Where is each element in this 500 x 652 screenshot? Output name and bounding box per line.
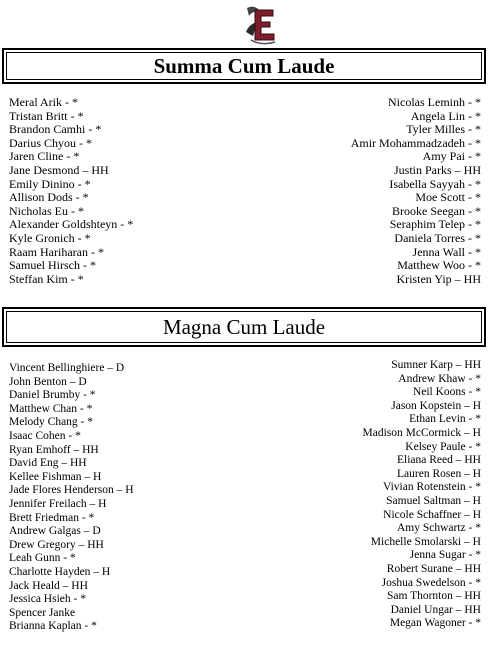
magna-cum-laude-heading: Magna Cum Laude	[162, 314, 326, 339]
honoree-name: Melody Chang - *	[9, 416, 94, 429]
honoree-name: Jennifer Freilach – H	[9, 497, 107, 510]
honoree-name: Meral Arik - *	[9, 95, 78, 109]
honoree-name: Tristan Britt - *	[9, 108, 84, 123]
honoree-name: Jane Desmond – HH	[9, 162, 109, 177]
honoree-name: Vincent Bellinghiere – D	[9, 362, 125, 374]
honoree-name: Brianna Kaplan - *	[9, 620, 97, 633]
honoree-name: Megan Wagoner - *	[389, 617, 481, 630]
honoree-name: Matthew Woo - *	[397, 258, 481, 273]
honoree-name: Samuel Hirsch - *	[9, 258, 96, 273]
honoree-name: Eliana Reed – HH	[397, 454, 481, 467]
honoree-name: Brooke Seegan - *	[392, 203, 481, 218]
honoree-name: Raam Hariharan - *	[9, 244, 104, 259]
magna-cum-laude-banner	[2, 307, 486, 347]
honoree-name: Isabella Sayyah - *	[389, 176, 481, 191]
honoree-name: Daniela Torres - *	[394, 230, 481, 245]
honoree-name: Michelle Smolarski – H	[370, 535, 481, 548]
honoree-name: Matthew Chan - *	[9, 402, 93, 415]
honoree-name: Nicole Schaffner – H	[383, 508, 481, 521]
honoree-name: Amy Pai - *	[422, 149, 481, 164]
honoree-name: Tyler Milles - *	[406, 122, 481, 137]
honoree-name: Leah Gunn - *	[9, 552, 76, 565]
honoree-name: Ethan Levin - *	[409, 413, 481, 426]
honoree-name: Charlotte Hayden – H	[9, 565, 111, 578]
honoree-name: Andrew Galgas – D	[9, 525, 101, 538]
honoree-name: Robert Surane – HH	[386, 562, 481, 575]
honoree-name: Jaren Cline - *	[9, 149, 80, 164]
honoree-name: Jenna Wall - *	[412, 244, 481, 259]
summa-cum-laude-heading: Summa Cum Laude	[153, 53, 335, 78]
honoree-name: Steffan Kim - *	[9, 271, 84, 286]
honoree-name: Nicholas Eu - *	[9, 203, 84, 218]
honoree-name: Darius Chyou - *	[9, 135, 92, 150]
honoree-name: Isaac Cohen - *	[9, 429, 81, 442]
honoree-name: Kyle Gronich - *	[9, 230, 91, 245]
honoree-name: Samuel Saltman – H	[386, 494, 481, 507]
honoree-name: Kellee Fishman – H	[9, 470, 102, 483]
honoree-name: Jason Kopstein – H	[391, 399, 481, 412]
honoree-name: Brett Friedman - *	[9, 511, 95, 524]
honoree-name: Jade Flores Henderson – H	[9, 484, 134, 497]
honoree-name: Kelsey Paule - *	[405, 440, 481, 453]
honoree-name: Moe Scott - *	[415, 190, 481, 205]
honoree-name: Nicolas Leminh - *	[388, 95, 481, 109]
honoree-name: John Benton – D	[9, 375, 87, 388]
honoree-name: Lauren Rosen – H	[397, 467, 481, 480]
honoree-name: Justin Parks – HH	[393, 162, 481, 177]
honoree-name: Angela Lin - *	[410, 108, 481, 123]
honoree-name: Neil Koons - *	[412, 386, 481, 399]
honoree-name: Jenna Sugar - *	[409, 549, 481, 562]
magna-left-column	[9, 362, 134, 634]
honoree-name: Andrew Khaw - *	[398, 372, 481, 385]
summa-left-column	[9, 96, 133, 286]
honoree-name: Spencer Janke	[9, 606, 76, 619]
honoree-name: Seraphim Telep - *	[389, 217, 481, 232]
honoree-name: Drew Gregory – HH	[9, 538, 104, 551]
honoree-name: Vivian Rotenstein - *	[382, 481, 481, 494]
honoree-name: Allison Dods - *	[9, 190, 89, 205]
summa-cum-laude-banner	[2, 48, 486, 84]
honoree-name: Jessica Hsieh - *	[9, 593, 86, 606]
honoree-name: Alexander Goldshteyn - *	[9, 217, 134, 232]
honoree-name: Emily Dinino - *	[9, 176, 91, 191]
honoree-name: Ryan Emhoff – HH	[9, 443, 99, 456]
school-logo-icon	[243, 2, 279, 48]
honoree-name: Jack Heald – HH	[9, 579, 88, 592]
honoree-name: David Eng – HH	[9, 457, 87, 470]
honoree-name: Madison McCormick – H	[362, 426, 481, 439]
honoree-name: Daniel Brumby - *	[9, 389, 96, 402]
honoree-name: Amy Schwartz - *	[397, 522, 481, 535]
honoree-name: Amir Mohammadzadeh - *	[350, 135, 481, 150]
magna-right-column	[362, 359, 481, 631]
honoree-name: Kristen Yip – HH	[396, 271, 481, 286]
summa-right-column	[351, 96, 481, 286]
honoree-name: Daniel Ungar – HH	[390, 603, 481, 616]
honoree-name: Joshua Swedelson - *	[381, 576, 481, 589]
honoree-name: Brandon Camhi - *	[9, 122, 102, 137]
honoree-name: Sumner Karp – HH	[391, 359, 481, 371]
honoree-name: Sam Thornton – HH	[386, 590, 481, 603]
